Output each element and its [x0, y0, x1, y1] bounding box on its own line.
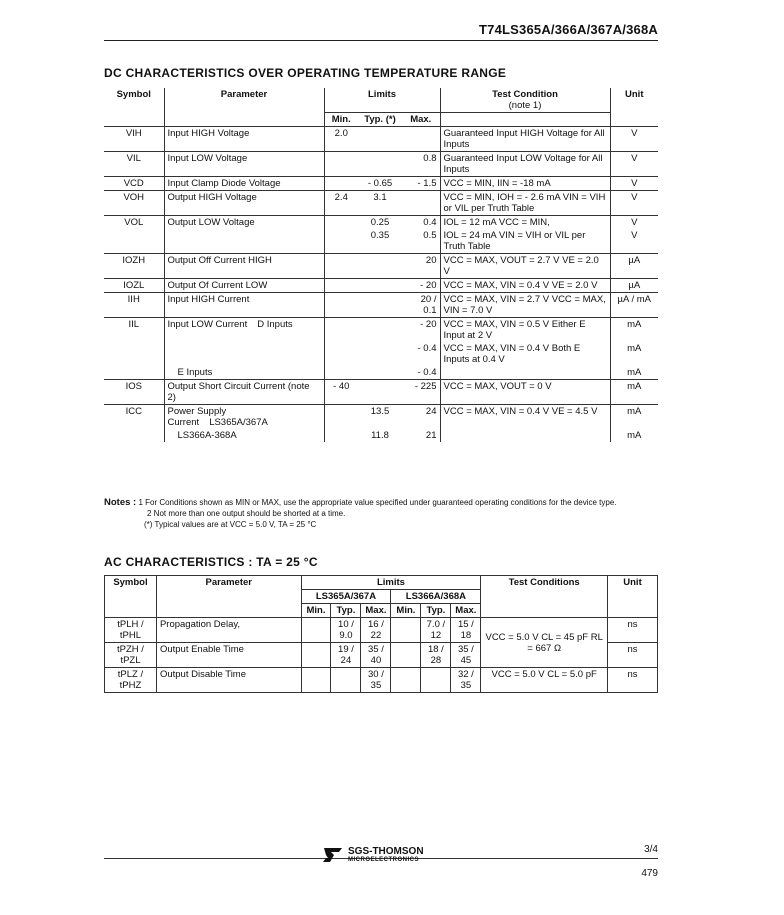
dc-cell-parameter: Output Off Current HIGH: [164, 254, 324, 279]
dc-cell-min: [324, 405, 358, 430]
dc-cell-symbol: IIH: [104, 293, 164, 318]
dc-cell-max: - 1.5: [402, 177, 440, 191]
dc-cell-min: [324, 293, 358, 318]
brand-subtitle: MICROELECTRONICS: [348, 857, 419, 863]
dc-table-row: [104, 380, 658, 405]
dc-table-row: [104, 366, 658, 380]
dc-cell-typ: 3.1: [358, 191, 402, 216]
page-fraction: 3/4: [644, 844, 658, 855]
st-logo-icon: [322, 846, 344, 864]
note-2: 2 Not more than one output should be shorted at a time.: [147, 509, 346, 518]
ac-head-test: Test Conditions: [481, 576, 608, 618]
dc-cell-typ: [358, 152, 402, 177]
ac-head-min-1: Min.: [301, 604, 331, 618]
dc-cell-test: Guaranteed Input HIGH Voltage for All Inputs: [440, 127, 610, 152]
dc-cell-test: VCC = MAX, VIN = 0.5 V Either E Input at 2 V: [440, 318, 610, 343]
dc-cell-min: - 40: [324, 380, 358, 405]
notes-label: Notes :: [104, 497, 137, 508]
dc-table-row: [104, 229, 658, 254]
ac-cell-typ2: 18 / 28: [421, 643, 451, 668]
dc-cell-test: VCC = MAX, VIN = 0.4 V Both E Inputs at 0.4 V: [440, 342, 610, 366]
dc-cell-min: [324, 229, 358, 254]
dc-cell-max: [402, 127, 440, 152]
dc-cell-min: [324, 318, 358, 343]
dc-cell-max: - 20: [402, 279, 440, 293]
dc-cell-min: [324, 429, 358, 442]
dc-table-row: [104, 127, 658, 152]
ac-head-group-1: LS365A/367A: [301, 590, 391, 604]
ac-cell-param: Output Enable Time: [156, 643, 301, 668]
ac-head-group-2: LS366A/368A: [391, 590, 481, 604]
dc-cell-typ: [358, 127, 402, 152]
ac-cell-sym: tPZH / tPZL: [105, 643, 157, 668]
dc-cell-symbol: IOZL: [104, 279, 164, 293]
dc-table-row: [104, 152, 658, 177]
dc-cell-subparameter: D Inputs: [257, 319, 293, 330]
dc-cell-parameter: Power Supply Current LS365A/367A: [164, 405, 324, 430]
dc-cell-symbol: VIH: [104, 127, 164, 152]
dc-cell-max: - 225: [402, 380, 440, 405]
dc-cell-min: [324, 279, 358, 293]
dc-cell-test: IOL = 12 mA VCC = MIN,: [440, 216, 610, 230]
dc-table-row: [104, 254, 658, 279]
ac-cell-max2: 35 / 45: [451, 643, 481, 668]
dc-cell-symbol: IOS: [104, 380, 164, 405]
dc-cell-parameter: Output HIGH Voltage: [164, 191, 324, 216]
dc-cell-min: [324, 366, 358, 380]
dc-cell-max: 0.4: [402, 216, 440, 230]
dc-cell-unit: V: [610, 191, 658, 216]
dc-characteristics-table: [104, 88, 658, 442]
dc-cell-test: VCC = MIN, IIN = -18 mA: [440, 177, 610, 191]
dc-cell-test: VCC = MAX, VOUT = 2.7 V VE = 2.0 V: [440, 254, 610, 279]
dc-cell-test: VCC = MAX, VIN = 2.7 V VCC = MAX, VIN = 7.0 V: [440, 293, 610, 318]
dc-cell-symbol: ICC: [104, 405, 164, 430]
ac-cell-max1: 35 / 40: [361, 643, 391, 668]
dc-cell-max: [402, 191, 440, 216]
dc-table-row: [104, 318, 658, 343]
dc-cell-typ: 0.35: [370, 230, 390, 241]
ac-cell-typ1: 19 / 24: [331, 643, 361, 668]
dc-cell-test: IOL = 24 mA VIN = VIH or VIL per Truth Table: [440, 229, 610, 254]
dc-cell-unit: mA: [610, 429, 658, 442]
dc-cell-max: - 0.4: [417, 343, 437, 354]
ac-cell-max1: 16 / 22: [361, 618, 391, 643]
ac-head-parameter: Parameter: [156, 576, 301, 618]
ac-head-limits: Limits: [301, 576, 481, 590]
dc-cell-parameter: [164, 342, 324, 366]
ac-head-symbol: Symbol: [105, 576, 157, 618]
dc-head-max: Max.: [402, 113, 440, 127]
dc-cell-parameter: Input HIGH Current: [164, 293, 324, 318]
dc-cell-typ: 0.25: [358, 216, 402, 230]
ac-section-title: AC CHARACTERISTICS : TA = 25 °C: [104, 555, 318, 569]
dc-cell-max: 21: [425, 430, 437, 441]
notes-block: [104, 497, 664, 530]
dc-cell-unit: µA: [610, 279, 658, 293]
dc-table-row: [104, 279, 658, 293]
dc-cell-test: VCC = MIN, IOH = - 2.6 mA VIN = VIH or VIL per Truth Table: [440, 191, 610, 216]
dc-cell-typ: 11.8: [371, 430, 389, 441]
dc-cell-parameter: Output Of Current LOW: [164, 279, 324, 293]
dc-cell-unit: µA: [610, 254, 658, 279]
dc-cell-min: [324, 254, 358, 279]
dc-head-parameter: Parameter: [164, 88, 324, 127]
ac-characteristics-table: [104, 575, 658, 693]
dc-cell-max: - 20: [402, 318, 440, 343]
dc-cell-max: 20: [402, 254, 440, 279]
dc-cell-test: [440, 366, 610, 380]
ac-table-body: [105, 618, 658, 693]
dc-cell-symbol: [104, 229, 164, 254]
dc-cell-typ: [358, 380, 402, 405]
brand-logo: [322, 846, 424, 864]
dc-cell-typ: - 0.65: [358, 177, 402, 191]
ac-cell-max1: 30 / 35: [361, 668, 391, 693]
ac-table-row: [105, 668, 658, 693]
page-number: 479: [641, 868, 658, 879]
dc-cell-max: - 0.4: [417, 367, 437, 378]
dc-cell-typ: [358, 342, 402, 366]
brand-name: SGS-THOMSON: [348, 846, 424, 857]
dc-cell-parameter: Input LOW Current D Inputs: [164, 318, 324, 343]
ac-cell-max2: 32 / 35: [451, 668, 481, 693]
dc-cell-min: 2.0: [324, 127, 358, 152]
dc-cell-test: VCC = MAX, VOUT = 0 V: [440, 380, 610, 405]
dc-cell-parameter: Input Clamp Diode Voltage: [164, 177, 324, 191]
dc-cell-test: Guaranteed Input LOW Voltage for All Inputs: [440, 152, 610, 177]
dc-cell-max: 0.8: [402, 152, 440, 177]
dc-cell-unit: µA / mA: [610, 293, 658, 318]
ac-cell-typ2: 7.0 / 12: [421, 618, 451, 643]
ac-cell-min2: [391, 618, 421, 643]
dc-cell-unit: mA: [610, 380, 658, 405]
dc-cell-symbol: [104, 429, 164, 442]
dc-cell-min: [324, 342, 358, 366]
dc-cell-min: [324, 216, 358, 230]
dc-head-unit: Unit: [610, 88, 658, 127]
dc-cell-subparameter: LS365A/367A: [209, 417, 268, 428]
ac-cell-unit: ns: [608, 643, 658, 668]
dc-cell-unit: mA: [610, 342, 658, 366]
dc-cell-test: VCC = MAX, VIN = 0.4 V VE = 2.0 V: [440, 279, 610, 293]
ac-cell-min1: [301, 618, 331, 643]
dc-cell-unit: mA: [610, 405, 658, 430]
dc-cell-typ: 13.5: [358, 405, 402, 430]
dc-cell-max: 24: [402, 405, 440, 430]
note-typical: (*) Typical values are at VCC = 5.0 V, TA = 25 °C: [144, 520, 317, 529]
dc-cell-typ: [358, 293, 402, 318]
ac-cell-test-1: VCC = 5.0 V CL = 45 pF RL = 667 Ω: [481, 618, 608, 668]
dc-table-row: [104, 177, 658, 191]
dc-cell-unit: V: [610, 229, 658, 254]
ac-cell-typ1: [331, 668, 361, 693]
dc-head-symbol: Symbol: [104, 88, 164, 127]
dc-table-row: [104, 405, 658, 430]
ac-head-unit: Unit: [608, 576, 658, 618]
dc-cell-min: [324, 177, 358, 191]
dc-cell-subparameter: E Inputs: [177, 367, 213, 378]
ac-cell-max2: 15 / 18: [451, 618, 481, 643]
dc-head-limits: Limits: [324, 88, 440, 113]
dc-cell-parameter: Output LOW Voltage: [164, 216, 324, 230]
dc-cell-parameter: Input HIGH Voltage: [164, 127, 324, 152]
dc-section-title: DC CHARACTERISTICS OVER OPERATING TEMPERATURE RANGE: [104, 66, 507, 80]
dc-cell-symbol: VIL: [104, 152, 164, 177]
ac-cell-param: Propagation Delay,: [156, 618, 301, 643]
dc-table-row: [104, 429, 658, 442]
ac-cell-unit: ns: [608, 668, 658, 693]
dc-cell-unit: V: [610, 127, 658, 152]
ac-table-row: [105, 618, 658, 643]
ac-cell-sym: tPLH / tPHL: [105, 618, 157, 643]
dc-table-row: [104, 216, 658, 230]
dc-cell-parameter: [164, 429, 324, 442]
dc-head-typ: Typ. (*): [358, 113, 402, 127]
ac-cell-sym: tPLZ / tPHZ: [105, 668, 157, 693]
ac-head-typ-2: Typ.: [421, 604, 451, 618]
ac-head-typ-1: Typ.: [331, 604, 361, 618]
dc-cell-unit: mA: [610, 318, 658, 343]
dc-cell-parameter: Output Short Circuit Current (note 2): [164, 380, 324, 405]
dc-cell-symbol: VOL: [104, 216, 164, 230]
dc-cell-symbol: VCD: [104, 177, 164, 191]
ac-cell-min2: [391, 668, 421, 693]
dc-cell-unit: mA: [610, 366, 658, 380]
dc-cell-parameter: Input LOW Voltage: [164, 152, 324, 177]
ac-head-max-1: Max.: [361, 604, 391, 618]
document-header: T74LS365A/366A/367A/368A: [479, 22, 658, 37]
ac-cell-min1: [301, 643, 331, 668]
header-rule: [104, 40, 658, 41]
ac-head-min-2: Min.: [391, 604, 421, 618]
note-1: 1 For Conditions shown as MIN or MAX, use the appropriate value specified under guaranteed operating conditions for the device type.: [138, 498, 617, 507]
dc-table-row: [104, 293, 658, 318]
dc-cell-subparameter: LS366A-368A: [177, 430, 237, 441]
dc-cell-parameter: [164, 229, 324, 254]
ac-head-max-2: Max.: [451, 604, 481, 618]
dc-cell-unit: V: [610, 216, 658, 230]
dc-cell-symbol: VOH: [104, 191, 164, 216]
dc-cell-test: VCC = MAX, VIN = 0.4 V VE = 4.5 V: [440, 405, 610, 430]
ac-cell-typ2: [421, 668, 451, 693]
dc-cell-symbol: [104, 342, 164, 366]
dc-table-row: [104, 191, 658, 216]
ac-cell-typ1: 10 / 9.0: [331, 618, 361, 643]
dc-cell-typ: [358, 318, 402, 343]
ac-cell-min2: [391, 643, 421, 668]
dc-cell-typ: [358, 279, 402, 293]
dc-cell-symbol: IIL: [104, 318, 164, 343]
dc-cell-min: [324, 152, 358, 177]
dc-table-body: [104, 127, 658, 443]
dc-cell-min: 2.4: [324, 191, 358, 216]
dc-cell-test: [440, 429, 610, 442]
dc-cell-typ: [358, 366, 402, 380]
dc-cell-max: 0.5: [423, 230, 437, 241]
dc-cell-symbol: [104, 366, 164, 380]
ac-cell-min1: [301, 668, 331, 693]
dc-table-row: [104, 342, 658, 366]
ac-cell-test-2: VCC = 5.0 V CL = 5.0 pF: [481, 668, 608, 693]
dc-head-test: Test Condition (note 1): [440, 88, 610, 113]
dc-cell-symbol: IOZH: [104, 254, 164, 279]
dc-head-min: Min.: [324, 113, 358, 127]
ac-cell-param: Output Disable Time: [156, 668, 301, 693]
dc-cell-unit: V: [610, 177, 658, 191]
dc-cell-max: 20 / 0.1: [402, 293, 440, 318]
ac-cell-unit: ns: [608, 618, 658, 643]
dc-cell-parameter: [164, 366, 324, 380]
dc-cell-typ: [358, 254, 402, 279]
dc-cell-unit: V: [610, 152, 658, 177]
